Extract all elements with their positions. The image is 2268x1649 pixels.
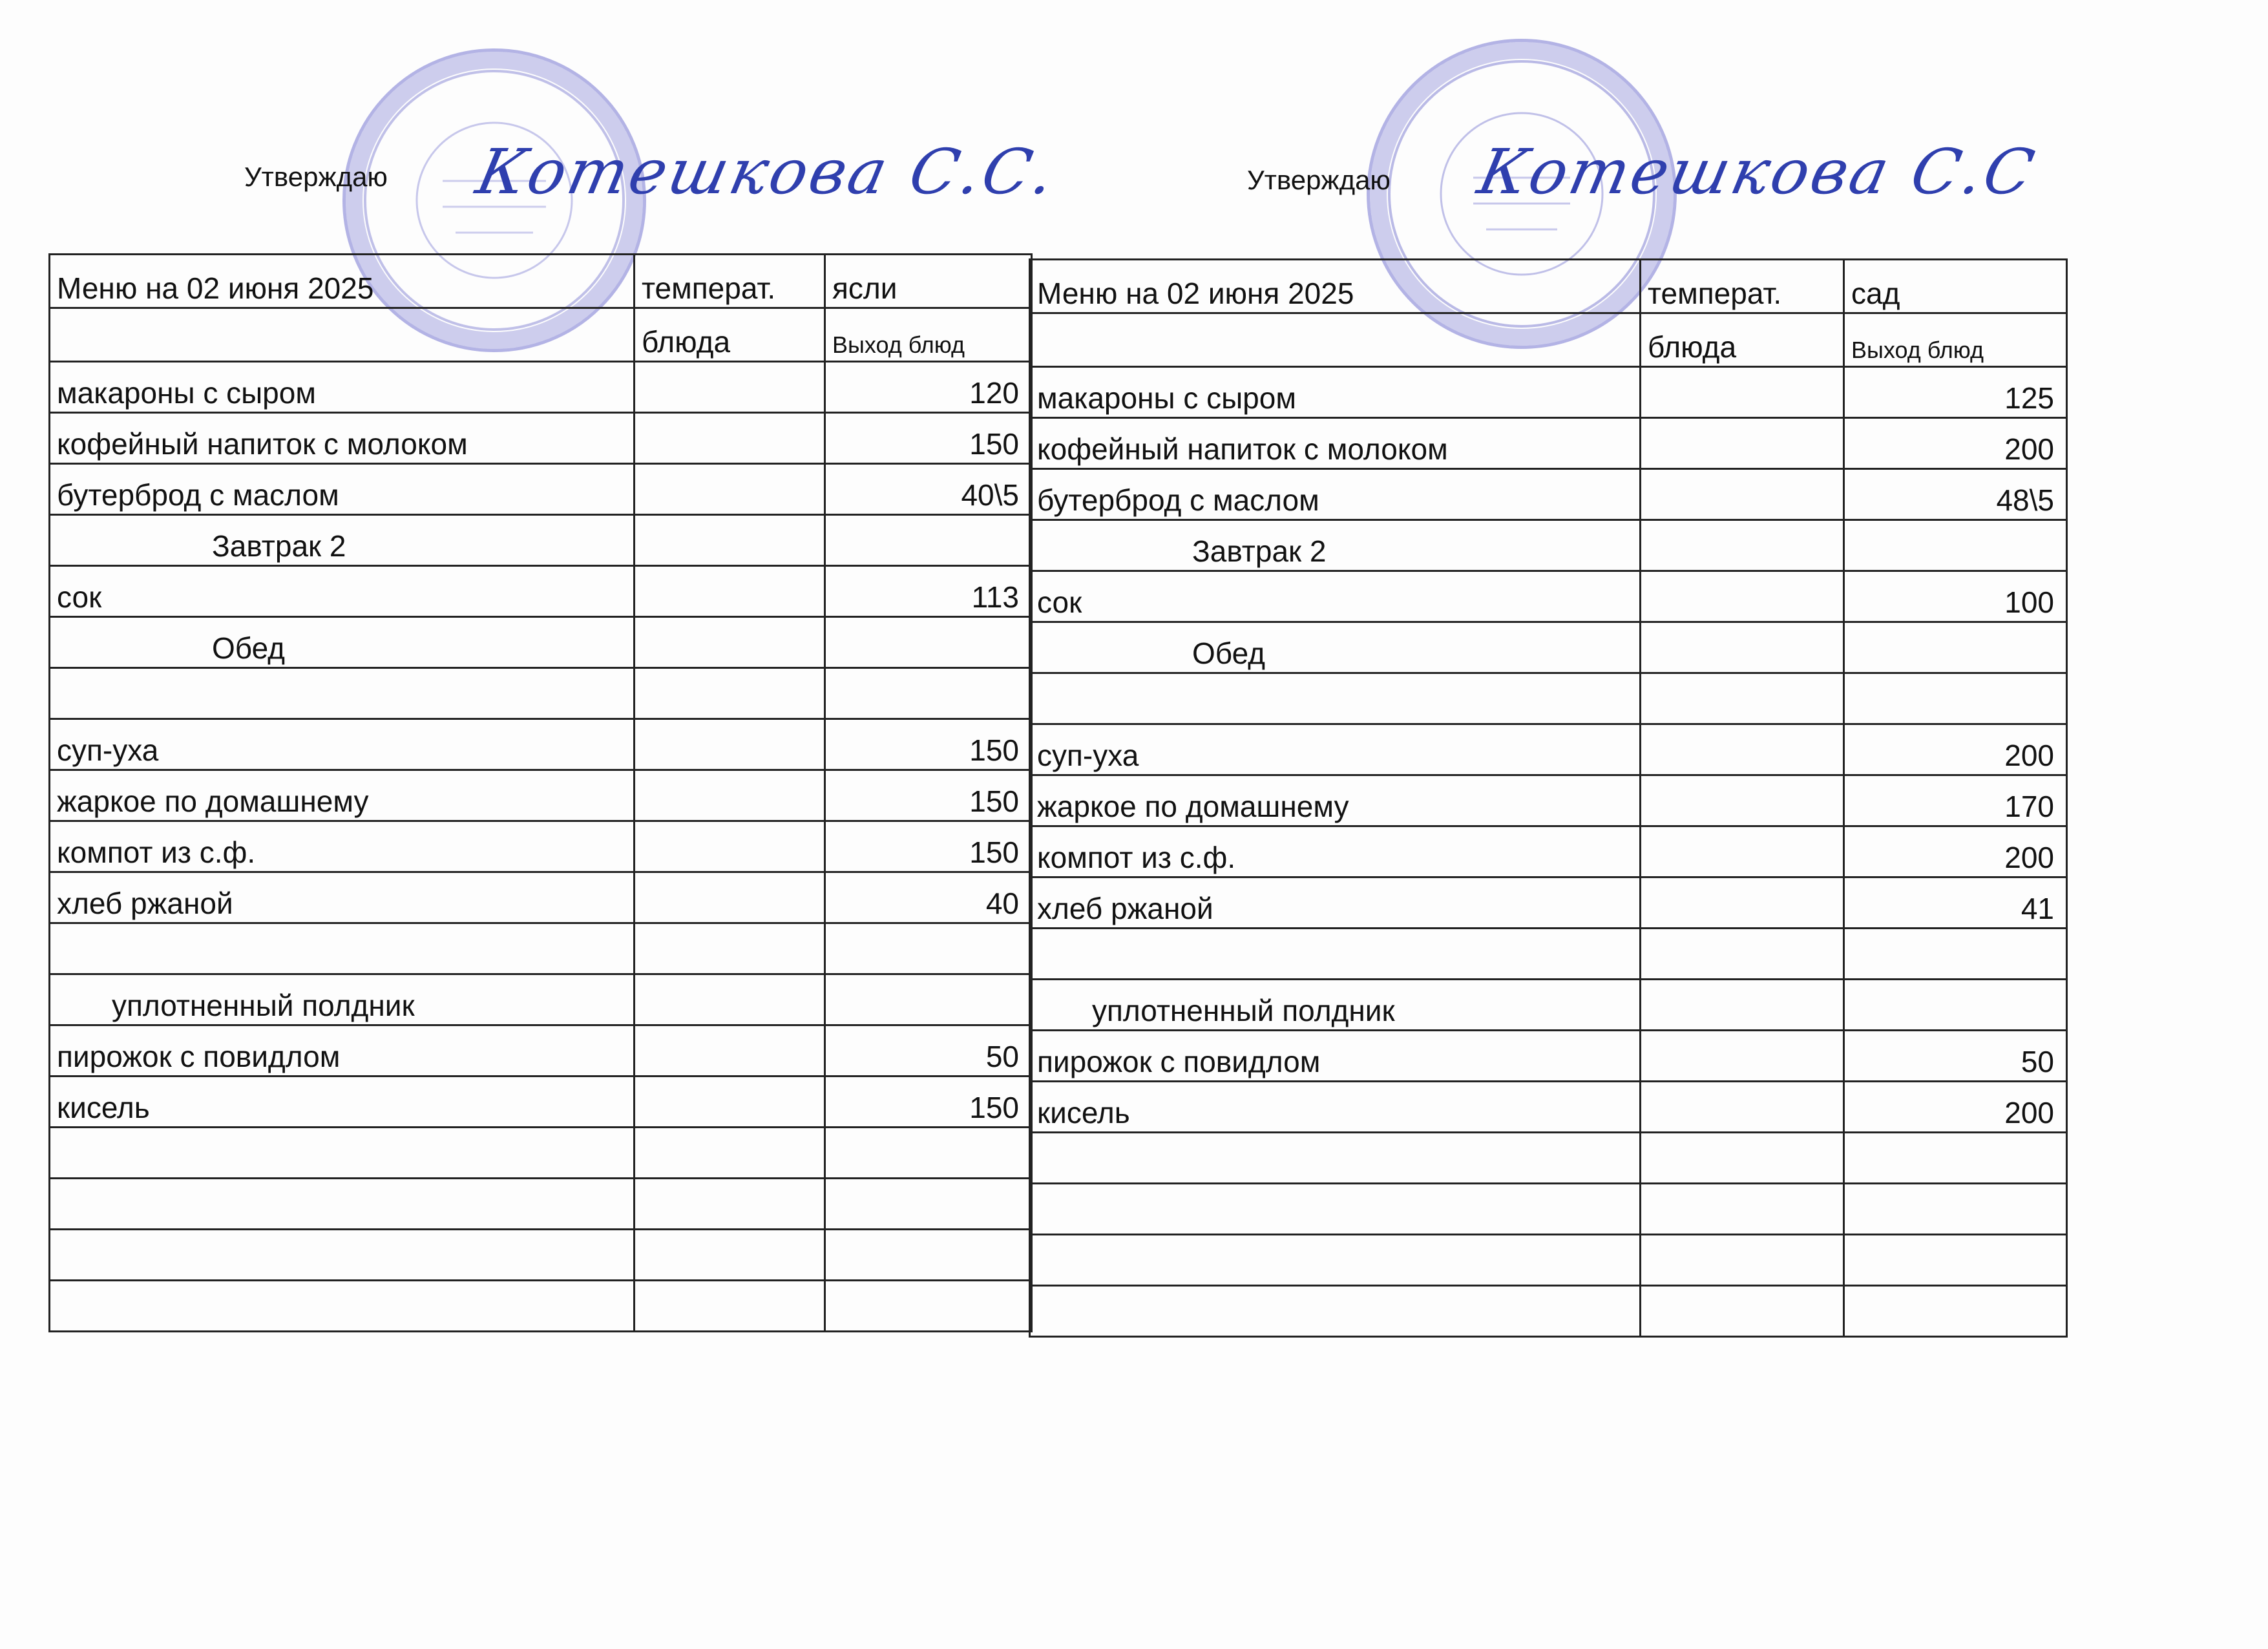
table-row <box>50 1179 1032 1230</box>
dish-name: пирожок с повидлом <box>50 1025 635 1077</box>
dish-temperature <box>1641 877 1844 929</box>
table-row <box>1030 1133 2067 1184</box>
dish-name: сок <box>50 566 635 617</box>
approval-label-left: Утверждаю <box>244 162 388 192</box>
dish-temperature <box>635 362 825 413</box>
dish-name: бутерброд с маслом <box>1030 469 1641 520</box>
table-row <box>50 974 1032 1025</box>
signature-left: Котешкова С.С. <box>470 136 1064 208</box>
dish-output: 50 <box>825 1025 1032 1077</box>
dish-output: 150 <box>825 770 1032 821</box>
table-row <box>1030 1235 2067 1286</box>
dish-output: 50 <box>1844 1031 2067 1082</box>
table-row <box>1030 877 2067 929</box>
dish-output: 48\5 <box>1844 469 2067 520</box>
dish-output: 113 <box>825 566 1032 617</box>
table-row <box>50 464 1032 515</box>
dish-output <box>825 668 1032 719</box>
dish-name: кофейный напиток с молоком <box>50 413 635 464</box>
table-row <box>1030 929 2067 980</box>
dish-output: 150 <box>825 719 1032 770</box>
dish-name <box>50 1179 635 1230</box>
subheader-empty <box>1030 313 1641 367</box>
dish-temperature <box>1641 1184 1844 1235</box>
dish-temperature <box>1641 571 1844 622</box>
table-subheader-row <box>1030 313 2067 367</box>
dish-temperature <box>635 413 825 464</box>
menu-table-kindergarten <box>1029 258 2068 1338</box>
dish-temperature <box>1641 1082 1844 1133</box>
dish-name: макароны с сыром <box>50 362 635 413</box>
dish-output <box>1844 1133 2067 1184</box>
table-row <box>1030 1184 2067 1235</box>
table-row <box>50 413 1032 464</box>
group-column-header: ясли <box>825 255 1032 308</box>
dish-name: суп-уха <box>1030 724 1641 775</box>
dish-name <box>50 923 635 974</box>
dish-temperature <box>1641 980 1844 1031</box>
dish-output <box>1844 929 2067 980</box>
output-subheader: Выход блюд <box>1844 313 2067 367</box>
dish-output: 120 <box>825 362 1032 413</box>
meal-section-title: Обед <box>50 617 635 668</box>
dish-name: компот из с.ф. <box>1030 826 1641 877</box>
table-row <box>1030 571 2067 622</box>
dish-name: компот из с.ф. <box>50 821 635 872</box>
dish-temperature <box>1641 622 1844 673</box>
dish-name: суп-уха <box>50 719 635 770</box>
dish-name: жаркое по домашнему <box>1030 775 1641 826</box>
dish-name: сок <box>1030 571 1641 622</box>
table-row <box>1030 622 2067 673</box>
dish-temperature <box>1641 1031 1844 1082</box>
table-row <box>1030 724 2067 775</box>
table-row <box>50 1025 1032 1077</box>
table-header-row <box>50 255 1032 308</box>
dish-name <box>1030 929 1641 980</box>
dish-output <box>825 515 1032 566</box>
dish-output <box>825 974 1032 1025</box>
table-row <box>1030 367 2067 418</box>
menu-table-nursery <box>48 253 1033 1332</box>
temp-column-header: температ. <box>1641 260 1844 313</box>
table-row <box>1030 775 2067 826</box>
dish-temperature <box>635 872 825 923</box>
dish-output: 40 <box>825 872 1032 923</box>
dish-temperature <box>635 1230 825 1281</box>
dish-name: хлеб ржаной <box>50 872 635 923</box>
dish-temperature <box>1641 1235 1844 1286</box>
dish-name <box>1030 1133 1641 1184</box>
dish-temperature <box>1641 469 1844 520</box>
table-row <box>1030 826 2067 877</box>
dish-name: кисель <box>50 1077 635 1128</box>
dish-output: 200 <box>1844 1082 2067 1133</box>
dish-temperature <box>635 923 825 974</box>
dish-name: кофейный напиток с молоком <box>1030 418 1641 469</box>
table-row <box>1030 1286 2067 1337</box>
table-header-row <box>1030 260 2067 313</box>
dish-output <box>1844 1235 2067 1286</box>
dish-temperature <box>635 821 825 872</box>
dish-output: 200 <box>1844 418 2067 469</box>
dish-name: кисель <box>1030 1082 1641 1133</box>
dish-temperature <box>1641 1286 1844 1337</box>
dish-name: макароны с сыром <box>1030 367 1641 418</box>
menu-title: Меню на 02 июня 2025 <box>50 255 635 308</box>
dish-name: пирожок с повидлом <box>1030 1031 1641 1082</box>
table-row <box>50 770 1032 821</box>
dish-temperature <box>1641 520 1844 571</box>
dish-temperature <box>1641 1133 1844 1184</box>
dish-output: 40\5 <box>825 464 1032 515</box>
dish-name: жаркое по домашнему <box>50 770 635 821</box>
dish-output: 150 <box>825 821 1032 872</box>
dish-output: 200 <box>1844 826 2067 877</box>
dish-name <box>50 1128 635 1179</box>
dish-temperature <box>1641 929 1844 980</box>
dish-temperature <box>635 668 825 719</box>
table-row <box>1030 1082 2067 1133</box>
table-row <box>50 821 1032 872</box>
dish-temperature <box>635 464 825 515</box>
dish-temperature <box>1641 673 1844 724</box>
dish-temperature <box>1641 724 1844 775</box>
dish-output <box>825 1230 1032 1281</box>
dish-output: 41 <box>1844 877 2067 929</box>
table-row <box>1030 418 2067 469</box>
subheader-empty <box>50 308 635 362</box>
dish-temperature <box>635 617 825 668</box>
dish-output: 150 <box>825 1077 1032 1128</box>
dish-name <box>1030 1235 1641 1286</box>
table-row <box>50 668 1032 719</box>
dish-output <box>825 1281 1032 1332</box>
dish-temperature <box>635 1179 825 1230</box>
dish-output <box>825 1179 1032 1230</box>
dish-output <box>1844 980 2067 1031</box>
table-row <box>50 1077 1032 1128</box>
dish-temperature <box>635 566 825 617</box>
dish-temperature <box>635 1128 825 1179</box>
temp-subheader: блюда <box>635 308 825 362</box>
table-row <box>50 362 1032 413</box>
dish-temperature <box>1641 826 1844 877</box>
dish-output: 170 <box>1844 775 2067 826</box>
table-row <box>50 1230 1032 1281</box>
table-row <box>1030 980 2067 1031</box>
meal-section-title: уплотненный полдник <box>1030 980 1641 1031</box>
dish-output <box>1844 622 2067 673</box>
dish-output <box>825 923 1032 974</box>
table-row <box>50 1281 1032 1332</box>
meal-section-title: уплотненный полдник <box>50 974 635 1025</box>
table-subheader-row <box>50 308 1032 362</box>
dish-temperature <box>1641 775 1844 826</box>
dish-temperature <box>635 1077 825 1128</box>
group-column-header: сад <box>1844 260 2067 313</box>
dish-output: 150 <box>825 413 1032 464</box>
dish-temperature <box>635 770 825 821</box>
table-row <box>1030 673 2067 724</box>
temp-column-header: температ. <box>635 255 825 308</box>
table-row <box>50 617 1032 668</box>
dish-output <box>825 1128 1032 1179</box>
dish-name: хлеб ржаной <box>1030 877 1641 929</box>
dish-output: 100 <box>1844 571 2067 622</box>
dish-name: бутерброд с маслом <box>50 464 635 515</box>
signature-right: Котешкова С.С <box>1472 136 2042 208</box>
dish-name <box>50 1230 635 1281</box>
table-row <box>50 566 1032 617</box>
dish-output <box>1844 1184 2067 1235</box>
dish-output <box>1844 520 2067 571</box>
dish-output: 125 <box>1844 367 2067 418</box>
dish-temperature <box>1641 418 1844 469</box>
dish-temperature <box>1641 367 1844 418</box>
dish-output <box>1844 1286 2067 1337</box>
table-row <box>1030 520 2067 571</box>
meal-section-title: Завтрак 2 <box>50 515 635 566</box>
table-row <box>50 1128 1032 1179</box>
meal-section-title: Завтрак 2 <box>1030 520 1641 571</box>
dish-temperature <box>635 515 825 566</box>
menu-title: Меню на 02 июня 2025 <box>1030 260 1641 313</box>
table-row <box>50 872 1032 923</box>
dish-output <box>825 617 1032 668</box>
table-row <box>1030 1031 2067 1082</box>
dish-temperature <box>635 1281 825 1332</box>
approval-label-right: Утверждаю <box>1247 165 1391 195</box>
dish-name <box>1030 673 1641 724</box>
dish-temperature <box>635 1025 825 1077</box>
dish-name <box>50 1281 635 1332</box>
table-row <box>50 515 1032 566</box>
dish-name <box>1030 1184 1641 1235</box>
table-row <box>50 719 1032 770</box>
temp-subheader: блюда <box>1641 313 1844 367</box>
dish-name <box>1030 1286 1641 1337</box>
meal-section-title: Обед <box>1030 622 1641 673</box>
table-row <box>1030 469 2067 520</box>
dish-name <box>50 668 635 719</box>
dish-temperature <box>635 974 825 1025</box>
dish-output <box>1844 673 2067 724</box>
dish-temperature <box>635 719 825 770</box>
output-subheader: Выход блюд <box>825 308 1032 362</box>
table-row <box>50 923 1032 974</box>
dish-output: 200 <box>1844 724 2067 775</box>
